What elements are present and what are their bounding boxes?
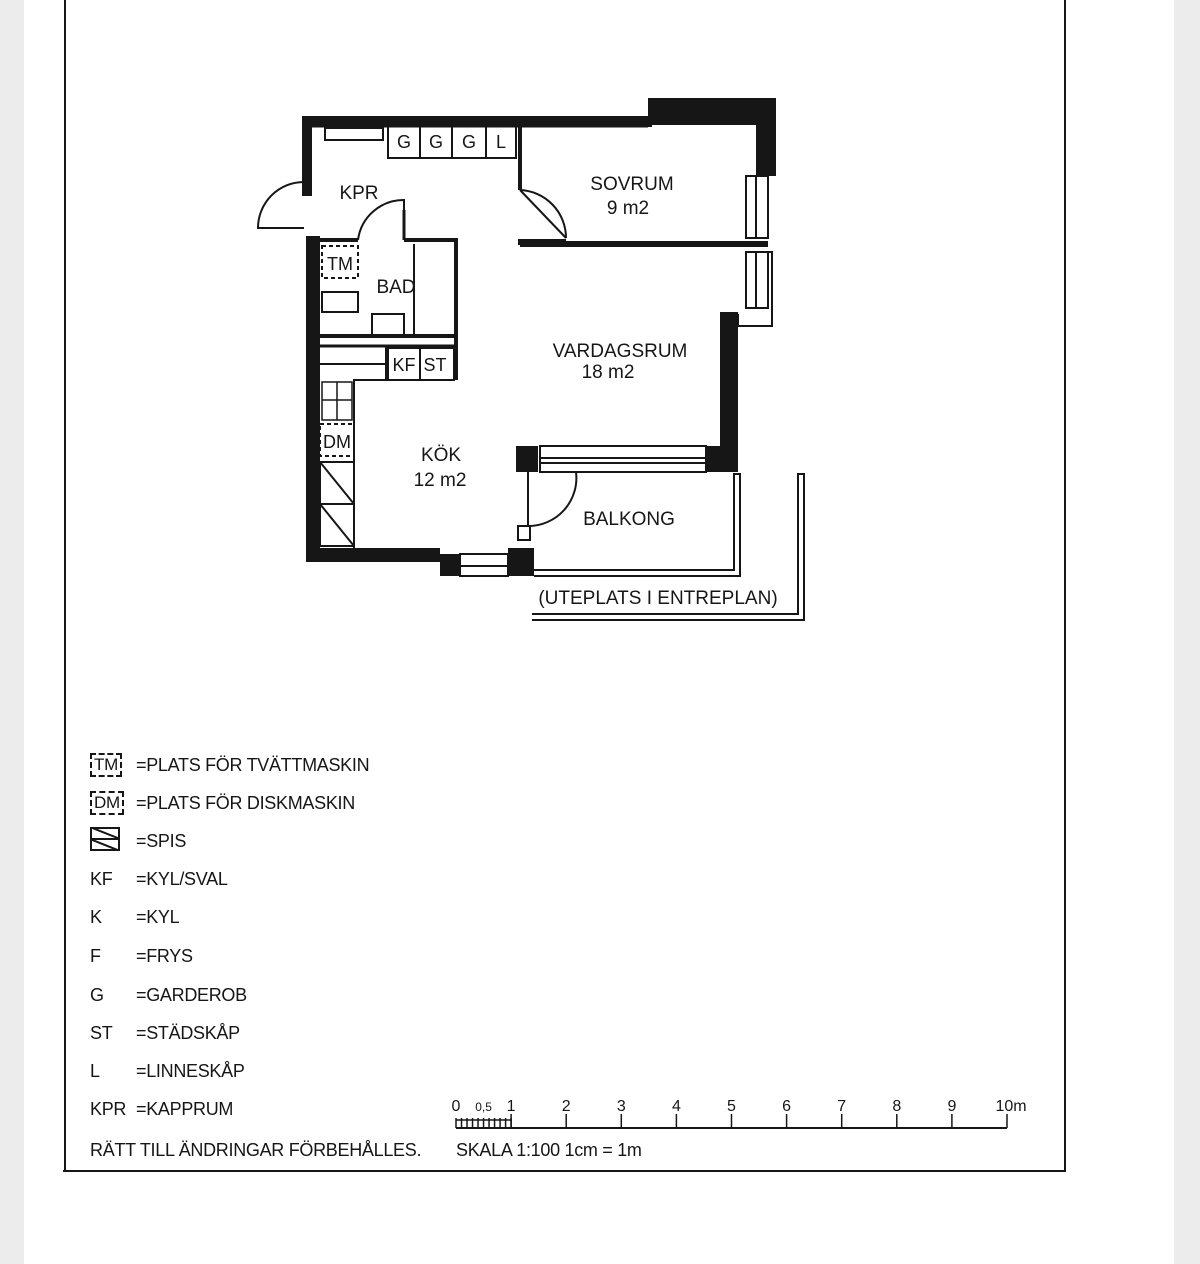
room-label-kpr: KPR	[339, 183, 379, 204]
legend-row	[90, 982, 247, 1008]
fixture-label-dm: DM	[323, 432, 351, 452]
legend-text: =STÄDSKÅP	[136, 1022, 240, 1043]
scale-bar	[456, 1114, 1007, 1128]
legend-key: KPR	[90, 1098, 127, 1119]
room-label-vardagsrum: VARDAGSRUM	[552, 341, 688, 362]
windows	[312, 127, 772, 576]
scale-label: 5	[727, 1098, 736, 1115]
stove-symbol-icon	[90, 827, 120, 851]
footer-disclaimer: RÄTT TILL ÄNDRINGAR FÖRBEHÅLLES.	[90, 1139, 422, 1160]
interior-walls	[318, 126, 768, 380]
legend-key	[90, 753, 136, 777]
legend-key: L	[90, 1060, 100, 1081]
fixture-label-wardrobe-2: G	[428, 132, 444, 152]
legend-row	[90, 866, 228, 892]
footer-disclaimer-row	[90, 1137, 421, 1163]
scale-label: 10m	[995, 1098, 1027, 1115]
legend-row	[90, 904, 179, 930]
legend-row	[90, 828, 186, 854]
scale-label: 4	[671, 1098, 681, 1115]
legend-text: =KAPPRUM	[136, 1098, 234, 1119]
scale-label: 0	[451, 1098, 461, 1115]
legend-key: F	[90, 945, 101, 966]
footer-scale-row	[456, 1137, 642, 1163]
legend-text: =PLATS FÖR TVÄTTMASKIN	[136, 754, 370, 775]
room-label-kok: KÖK	[420, 445, 462, 466]
legend-row	[90, 1020, 240, 1046]
room-label-bad: BAD	[376, 277, 416, 298]
legend-row	[90, 943, 193, 969]
scale-label: 6	[782, 1098, 792, 1115]
scale-label: 3	[616, 1098, 626, 1115]
room-label-uteplats: (UTEPLATS I ENTREPLAN)	[538, 588, 778, 609]
fixture-label-linen: L	[495, 132, 507, 152]
scale-label: 2	[561, 1098, 571, 1115]
scale-label: 1	[506, 1098, 516, 1115]
scale-label: 7	[837, 1098, 847, 1115]
room-label-balkong: BALKONG	[583, 509, 675, 530]
legend-key: KF	[90, 868, 113, 889]
legend-text: =SPIS	[136, 830, 187, 851]
legend-row	[90, 790, 355, 816]
legend-key: ST	[90, 1022, 113, 1043]
legend-text: =FRYS	[136, 945, 193, 966]
legend-row	[90, 752, 369, 778]
room-area-kok: 12 m2	[413, 470, 467, 491]
legend-text: =GARDEROB	[136, 984, 247, 1005]
room-area-vardagsrum: 18 m2	[581, 362, 635, 383]
legend-text: =LINNESKÅP	[136, 1060, 245, 1081]
scale-label: 8	[892, 1098, 902, 1115]
fixture-label-kf: KF	[392, 355, 416, 375]
legend-key: G	[90, 984, 104, 1005]
room-label-sovrum: SOVRUM	[590, 174, 674, 195]
room-area-sovrum: 9 m2	[606, 198, 650, 219]
fixture-label-wardrobe-1: G	[396, 132, 412, 152]
legend-row	[90, 1058, 245, 1084]
legend-text: =KYL/SVAL	[136, 868, 228, 889]
legend-key-symbol: DM	[90, 791, 124, 815]
scale-label: 0,5	[475, 1100, 492, 1114]
scale-bar-labels	[452, 1098, 1027, 1115]
footer-scale: SKALA 1:100 1cm = 1m	[456, 1139, 642, 1160]
legend-row	[90, 1096, 233, 1122]
fixture-label-tm: TM	[327, 254, 353, 274]
legend-key-symbol: TM	[90, 753, 122, 777]
scale-label: 9	[947, 1098, 957, 1115]
legend-text: =KYL	[136, 906, 180, 927]
fixture-label-st: ST	[423, 355, 447, 375]
legend-key	[90, 791, 136, 815]
legend-key	[90, 827, 136, 856]
legend-key: K	[90, 906, 102, 927]
fixture-label-wardrobe-3: G	[461, 132, 477, 152]
legend-text: =PLATS FÖR DISKMASKIN	[136, 792, 355, 813]
